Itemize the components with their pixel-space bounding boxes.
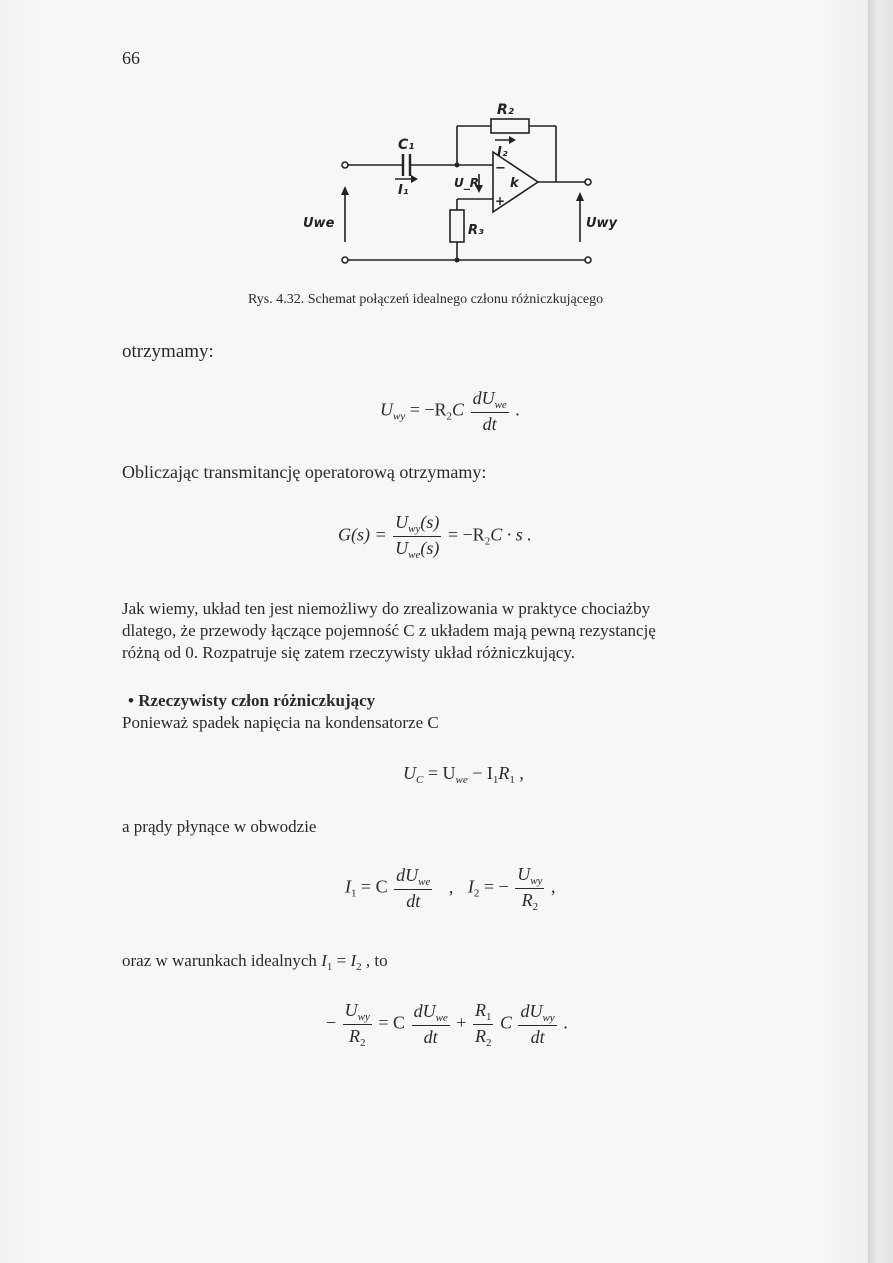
label-minus: − [495,161,506,176]
text-transmitancja: Obliczając transmitancję operatorową otrzymamy: [122,462,487,482]
label-i2: I₂ [497,145,508,160]
label-i1: I₁ [398,183,409,198]
paragraph-line-2: dlatego, że przewody łączące pojemność C z układem mają pewną rezystancję [122,621,656,640]
paragraph-line-1: Jak wiemy, układ ten jest niemożliwy do zrealizowania w praktyce chociażby [122,599,651,618]
output-terminal-bottom [585,257,591,263]
text-warunki: oraz w warunkach idealnych $I_1 = I_2$ , to [122,951,388,973]
figure-caption: Rys. 4.32. Schemat połączeń idealnego członu różniczkującego [248,292,604,307]
page-number: 66 [122,48,140,68]
output-terminal-top [585,179,591,185]
label-r2: R₂ [497,102,514,118]
equation-4: $I_1 = C$ $\frac{dU_{we}}{dt}$ , $I_2$ = − $\frac{U_{wy}}{R_2}$ , [345,864,556,913]
circuit-diagram [290,92,630,272]
equation-3: $U_C = U_{we} - I_1R_1$ , [403,763,524,786]
page-edge-shadow [868,0,893,1263]
equation-1: $U_{wy} = -R_2C$ $\frac{dU_{we}}{dt}$ . [380,388,520,434]
resistor-r3 [450,210,464,242]
resistor-r2 [491,119,529,133]
label-k: k [510,176,519,191]
paragraph-line-3: różną od 0. Rozpatruje się zatem rzeczywisty układ różniczkujący. [122,643,575,662]
label-ur: U_R [454,176,479,190]
label-plus: + [495,194,506,208]
text-spadek: Ponieważ spadek napięcia na kondensatorze C [122,713,439,732]
input-terminal-top [342,162,348,168]
section-heading: • Rzeczywisty człon różniczkujący [128,691,376,710]
equation-2: G(s) = $\frac{U_{wy}(s)}{U_{we}(s)}$ = $-R_2C \cdot s$ . [338,512,532,561]
label-uwy: Uwy [586,216,618,231]
equation-5: − $\frac{U_{wy}}{R_2}$ = C $\frac{dU_{we}}{dt}$ + $\frac{R_1}{R_2}$ C $\frac{dU_{wy}}{dt}$ . [326,1000,568,1049]
text-prady: a prądy płynące w obwodzie [122,817,317,836]
text-otrzymamy: otrzymamy: [122,341,214,362]
label-c1: C₁ [398,137,415,153]
input-terminal-bottom [342,257,348,263]
label-uwe: Uwe [303,216,335,231]
label-r3: R₃ [468,223,484,238]
